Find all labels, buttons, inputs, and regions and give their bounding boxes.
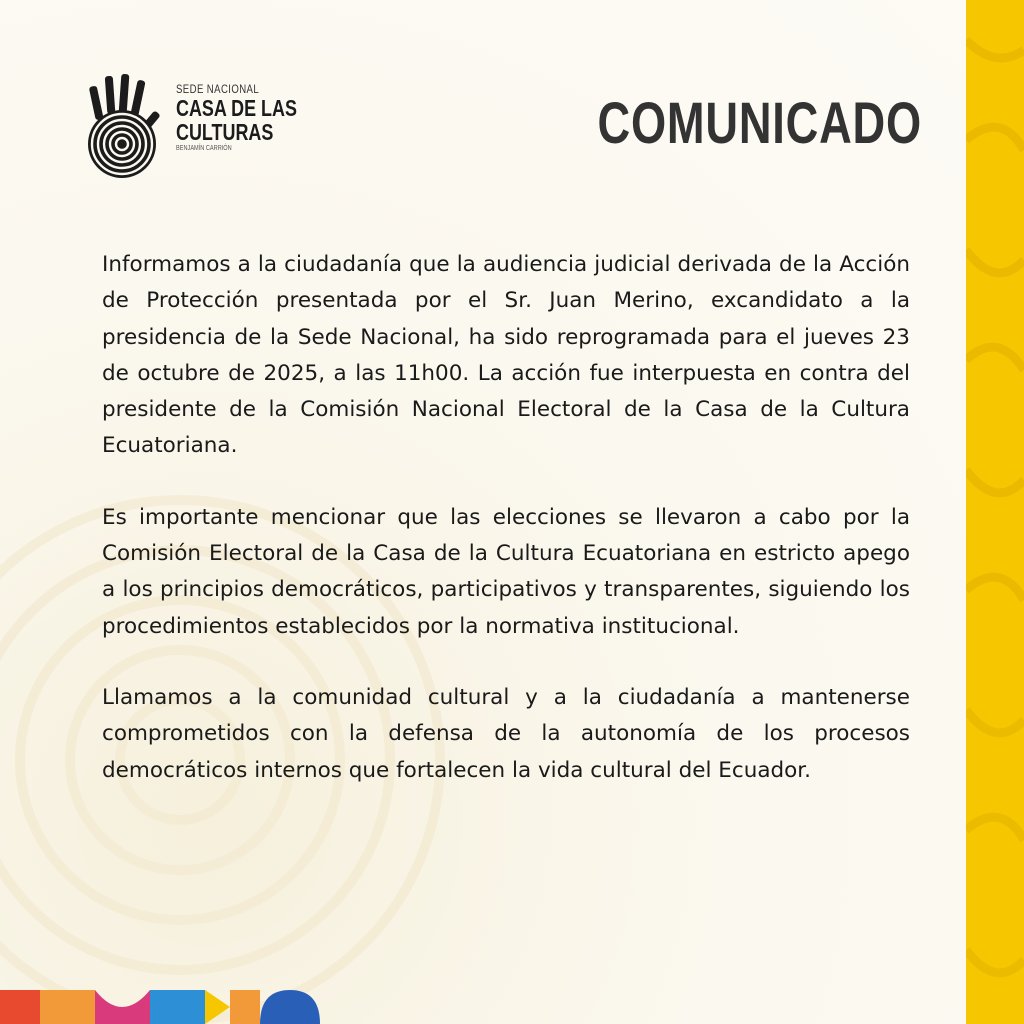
casa-culturas-logo (84, 72, 297, 182)
paragraph-1: Informamos a la ciudadanía que la audiencia judicial derivada de la Acción de Protección presentada por el Sr. Juan Merino, excandidato a la presidencia de la Sede Nacional, ha sido reprogramada para el jueves 23 de octubre de 2025, a las 11h00. La acción fue interpuesta en contra del presidente de la Comisión Nacional Electoral de la Casa de la Cultura Ecuatoriana. (102, 252, 910, 459)
logo-subtitle: SEDE NACIONAL (176, 82, 260, 96)
side-yellow-stripe (966, 0, 1024, 1024)
paragraph-3: Llamamos a la comunidad cultural y a la ciudadanía a mantenerse comprometidos con la defensa de la autonomía de los procesos democráticos internos que fortalecen la vida cultural del Ecuador. (102, 684, 910, 783)
logo-tagline: BENJAMÍN CARRIÓN (176, 145, 232, 152)
logo-name-line1: CASA DE LAS (176, 95, 297, 121)
page-title: COMUNICADO (597, 91, 922, 156)
communique-body (102, 247, 910, 824)
hand-spiral-logo-icon (84, 72, 164, 180)
logo-name-line2: CULTURAS (176, 119, 274, 145)
bottom-color-shapes (0, 990, 320, 1024)
paragraph-2: Es importante mencionar que las elecciones se llevaron a cabo por la Comisión Electoral de la Casa de la Cultura Ecuatoriana en estricto apego a los principios democráticos, participativos y transparentes, siguiendo los procedimientos establecidos por la normativa institucional. (102, 504, 910, 639)
